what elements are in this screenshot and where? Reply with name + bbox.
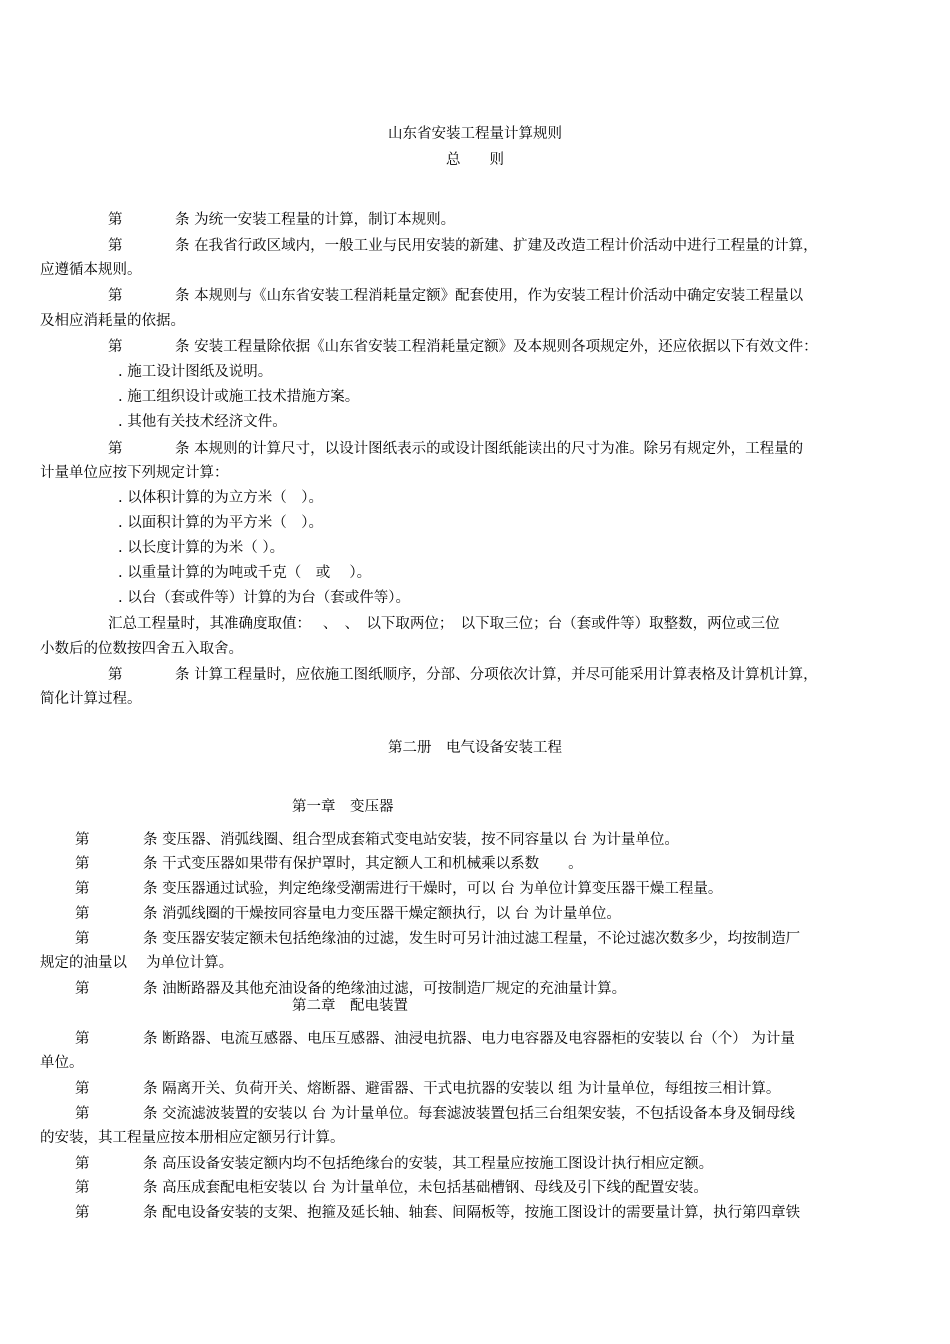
section-heading-general: 总 则 bbox=[446, 152, 504, 168]
text-line bbox=[40, 461, 229, 482]
line-text: 计量单位应按下列规定计算： bbox=[40, 465, 229, 481]
line-text: 简化计算过程。 bbox=[40, 691, 142, 707]
line-text: 条 配电设备安装的支架、抱箍及延长轴、轴套、间隔板等，按施工图设计的需要量计算，执行第四章铁 bbox=[143, 1205, 801, 1221]
text-line bbox=[40, 1051, 84, 1072]
article-marker: 第 bbox=[108, 339, 123, 355]
line-text: . 施工设计图纸及说明。 bbox=[118, 364, 273, 380]
book-title: 第二册 电气设备安装工程 bbox=[388, 740, 562, 756]
text-line bbox=[108, 335, 818, 356]
line-text: 条 干式变压器如果带有保护罩时，其定额人工和机械乘以系数 。 bbox=[143, 856, 583, 872]
line-text: . 以面积计算的为平方米（ ）。 bbox=[118, 515, 323, 531]
text-line bbox=[108, 437, 803, 458]
line-text: 条 消弧线圈的干燥按同容量电力变压器干燥定额执行，以 台 为计量单位。 bbox=[143, 906, 621, 922]
article-marker: 第 bbox=[75, 856, 90, 872]
line-text: . 其他有关技术经济文件。 bbox=[118, 414, 287, 430]
article-marker: 第 bbox=[75, 931, 90, 947]
line-text: 条 隔离开关、负荷开关、熔断器、避雷器、干式电抗器的安装以 组 为计量单位，每组按三相计算。 bbox=[143, 1081, 781, 1097]
article-marker: 第 bbox=[108, 212, 123, 228]
text-line bbox=[75, 1102, 795, 1123]
line-text: 条 变压器安装定额未包括绝缘油的过滤，发生时可另计油过滤工程量，不论过滤次数多少，均按制造厂 bbox=[143, 931, 801, 947]
text-line bbox=[118, 536, 284, 557]
line-text: . 以体积计算的为立方米（ ）。 bbox=[118, 490, 323, 506]
line-text: 条 高压成套配电柜安装以 台 为计量单位，未包括基础槽钢、母线及引下线的配置安装。 bbox=[143, 1180, 708, 1196]
line-text: 规定的油量以 为单位计算。 bbox=[40, 955, 234, 971]
article-marker: 第 bbox=[108, 441, 123, 457]
text-line bbox=[75, 927, 800, 948]
text-line bbox=[40, 1126, 345, 1147]
text-line bbox=[108, 612, 780, 633]
text-line bbox=[118, 385, 359, 406]
text-line bbox=[108, 234, 818, 255]
line-text: 条 断路器、电流互感器、电压互感器、油浸电抗器、电力电容器及电容器柜的安装以 台（个） 为计量 bbox=[143, 1031, 795, 1047]
article-marker: 第 bbox=[108, 667, 123, 683]
article-marker: 第 bbox=[75, 1205, 90, 1221]
text-line bbox=[108, 284, 803, 305]
text-line bbox=[75, 1201, 800, 1222]
line-text: 及相应消耗量的依据。 bbox=[40, 313, 185, 329]
text-line bbox=[40, 637, 243, 658]
text-line bbox=[108, 208, 455, 229]
line-text: 应遵循本规则。 bbox=[40, 262, 142, 278]
chapter-2-title: 第二章 配电装置 bbox=[292, 998, 408, 1014]
article-marker: 第 bbox=[75, 1106, 90, 1122]
line-text: . 以重量计算的为吨或千克（ 或 ）。 bbox=[118, 565, 372, 581]
line-text: 条 高压设备安装定额内均不包括绝缘台的安装，其工程量应按施工图设计执行相应定额。 bbox=[143, 1156, 714, 1172]
article-marker: 第 bbox=[75, 1180, 90, 1196]
text-line bbox=[118, 486, 323, 507]
line-text: 条 为统一安装工程量的计算，制订本规则。 bbox=[175, 212, 456, 228]
line-text: 条 本规则与《山东省安装工程消耗量定额》配套使用，作为安装工程计价活动中确定安装工程量以 bbox=[175, 288, 804, 304]
line-text: 小数后的位数按四舍五入取舍。 bbox=[40, 641, 243, 657]
chapter-1-title: 第一章 变压器 bbox=[292, 799, 394, 815]
article-marker: 第 bbox=[108, 288, 123, 304]
text-line bbox=[75, 828, 679, 849]
line-text: 条 计算工程量时，应依施工图纸顺序，分部、分项依次计算，并尽可能采用计算表格及计算机计算， bbox=[175, 667, 818, 683]
article-marker: 第 bbox=[108, 238, 123, 254]
text-line bbox=[40, 951, 233, 972]
line-text: 条 安装工程量除依据《山东省安装工程消耗量定额》及本规则各项规定外，还应依据以下有效文件： bbox=[175, 339, 818, 355]
line-text: 条 本规则的计算尺寸，以设计图纸表示的或设计图纸能读出的尺寸为准。除另有规定外，工程量的 bbox=[175, 441, 804, 457]
line-text: 的安装，其工程量应按本册相应定额另行计算。 bbox=[40, 1130, 345, 1146]
line-text: . 以台（套或件等）计算的为台（套或件等）。 bbox=[118, 590, 410, 606]
line-text: . 以长度计算的为米（ ）。 bbox=[118, 540, 285, 556]
text-line bbox=[108, 663, 818, 684]
text-line bbox=[75, 1077, 780, 1098]
text-line bbox=[40, 309, 185, 330]
line-text: . 施工组织设计或施工技术措施方案。 bbox=[118, 389, 360, 405]
article-marker: 第 bbox=[75, 832, 90, 848]
text-line bbox=[118, 586, 410, 607]
article-marker: 第 bbox=[75, 981, 90, 997]
line-text: 条 交流滤波装置的安装以 台 为计量单位。每套滤波装置包括三台组架安装，不包括设备本身及铜母线 bbox=[143, 1106, 795, 1122]
text-line bbox=[75, 877, 722, 898]
line-text: 条 在我省行政区域内，一般工业与民用安装的新建、扩建及改造工程计价活动中进行工程量的计算， bbox=[175, 238, 818, 254]
text-line bbox=[40, 258, 142, 279]
text-line bbox=[75, 852, 583, 873]
document-title: 山东省安装工程量计算规则 bbox=[388, 126, 562, 142]
line-text: 条 变压器、消弧线圈、组合型成套箱式变电站安装，按不同容量以 台 为计量单位。 bbox=[143, 832, 679, 848]
line-text: 单位。 bbox=[40, 1055, 84, 1071]
article-marker: 第 bbox=[75, 906, 90, 922]
article-marker: 第 bbox=[75, 1031, 90, 1047]
text-line bbox=[118, 360, 272, 381]
line-text: 汇总工程量时，其准确度取值： 、 、 以下取两位； 以下取三位；台（套或件等）取整数，两位或三位 bbox=[108, 616, 780, 632]
article-marker: 第 bbox=[75, 881, 90, 897]
text-line bbox=[75, 1176, 708, 1197]
text-line bbox=[75, 1152, 713, 1173]
line-text: 条 油断路器及其他充油设备的绝缘油过滤，可按制造厂规定的充油量计算。 bbox=[143, 981, 627, 997]
text-line bbox=[75, 1027, 795, 1048]
text-line bbox=[118, 561, 371, 582]
line-text: 条 变压器通过试验，判定绝缘受潮需进行干燥时，可以 台 为单位计算变压器干燥工程量。 bbox=[143, 881, 723, 897]
text-line bbox=[118, 410, 287, 431]
text-line bbox=[40, 687, 142, 708]
text-line bbox=[118, 511, 323, 532]
article-marker: 第 bbox=[75, 1081, 90, 1097]
article-marker: 第 bbox=[75, 1156, 90, 1172]
text-line bbox=[75, 902, 621, 923]
